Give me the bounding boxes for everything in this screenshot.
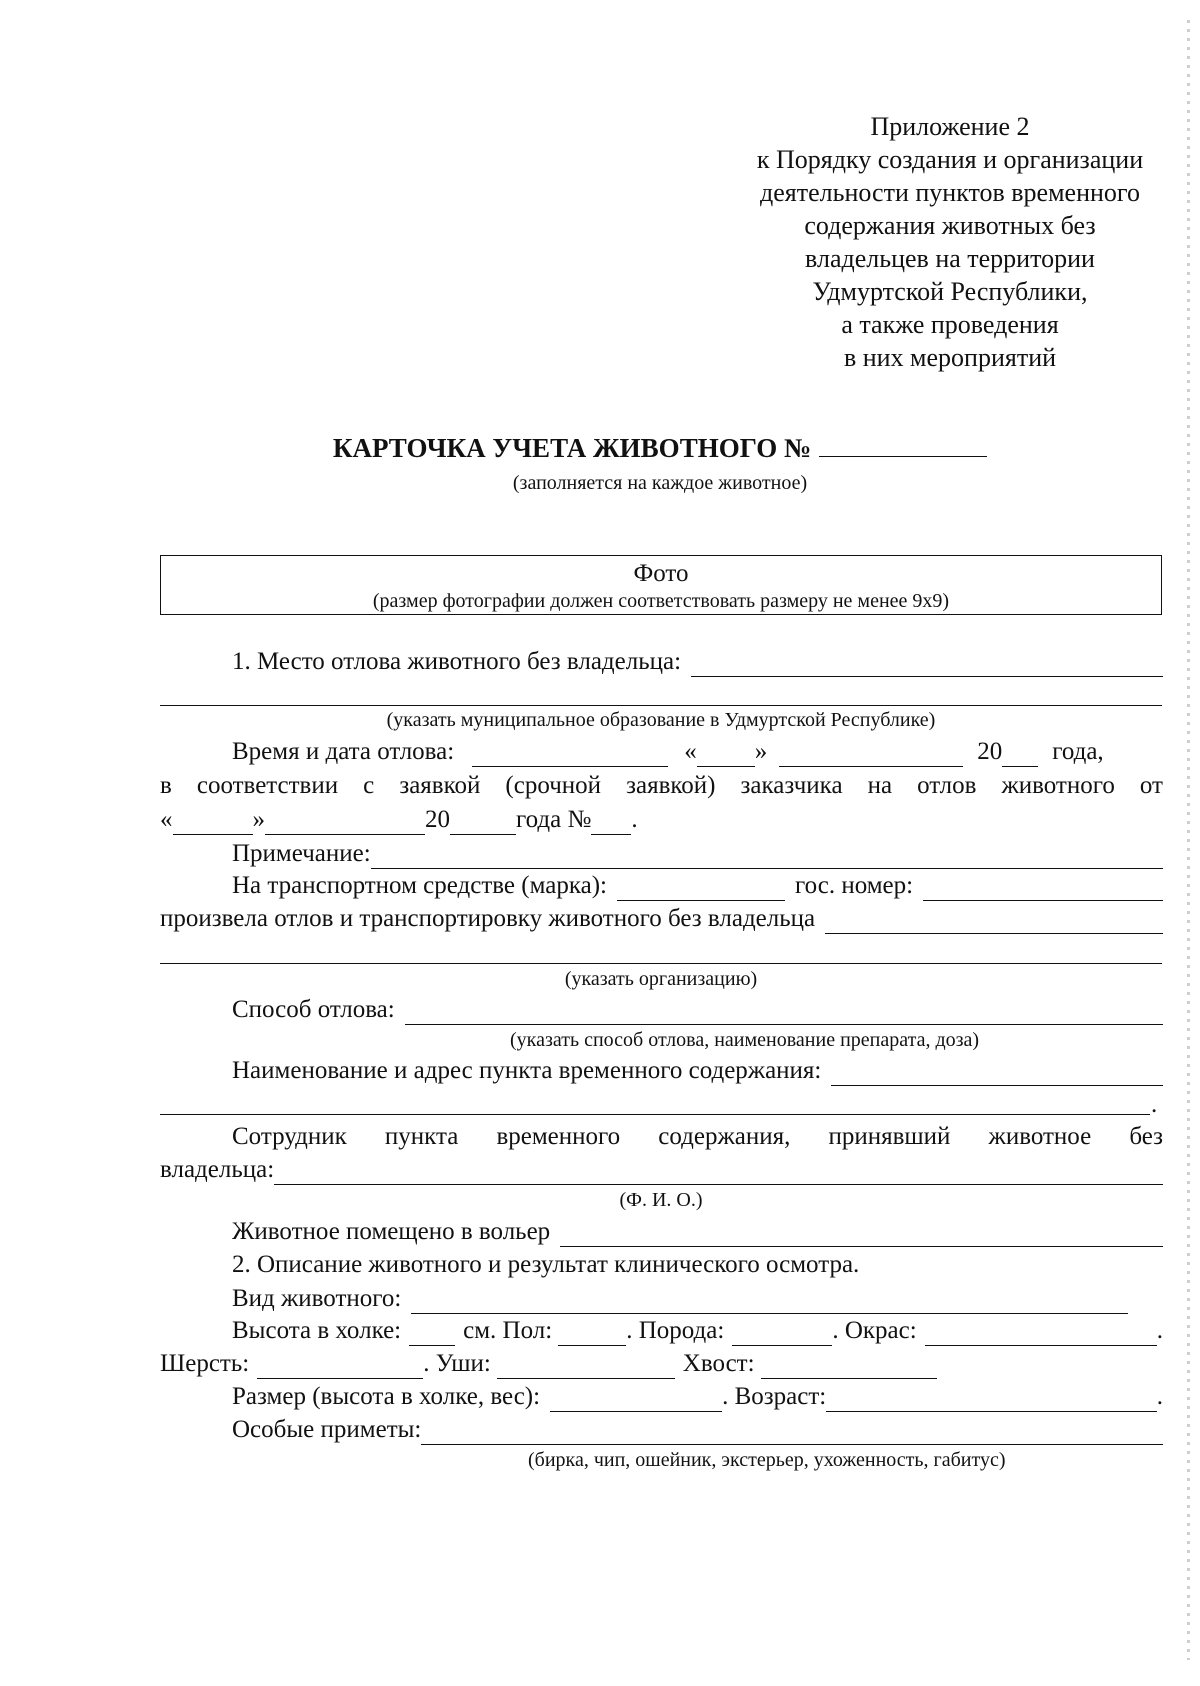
time-field[interactable] (472, 745, 668, 767)
capture-place-label: 1. Место отлова животного без владельца: (232, 648, 682, 675)
tail-label: Хвост: (682, 1350, 755, 1377)
appendix-line: владельцев на территории (805, 244, 1095, 273)
species-field[interactable] (411, 1292, 1128, 1314)
employee-text: Сотрудник пункта временного содержания, принявший животное без (232, 1123, 1163, 1150)
card-subtitle: (заполняется на каждое животное) (512, 472, 808, 494)
method-field[interactable] (405, 1003, 1163, 1025)
fur-field[interactable] (257, 1357, 423, 1379)
species-row (232, 1284, 1128, 1314)
facility-field[interactable] (831, 1064, 1163, 1086)
year-field[interactable] (1002, 745, 1038, 767)
plate-field[interactable] (923, 879, 1163, 901)
enclosure-label: Животное помещено в вольер (232, 1218, 551, 1245)
method-hint: (указать способ отлова, наименование препарата, доза) (510, 1029, 980, 1051)
size-field[interactable] (550, 1390, 722, 1412)
fio-hint: (Ф. И. О.) (619, 1189, 703, 1211)
request-year-suffix: года № (516, 806, 592, 833)
photo-note: (размер фотографии должен соответствовать размеру не менее 9х9) (372, 590, 950, 612)
quote-open: « (684, 738, 697, 765)
appendix-line: содержания животных без (804, 211, 1096, 240)
section2-heading: 2. Описание животного и результат клинического осмотра. (232, 1251, 860, 1278)
marks-hint: (бирка, чип, ошейник, экстерьер, ухоженность, габитус) (528, 1449, 1006, 1471)
color-dot: . (1156, 1317, 1163, 1344)
cm-sex-label: см. Пол: (463, 1317, 553, 1344)
plate-label: гос. номер: (794, 872, 914, 899)
section2-row (232, 1250, 1163, 1280)
marks-label: Особые приметы: (232, 1416, 422, 1443)
request-year-field[interactable] (450, 813, 516, 835)
note-row (232, 839, 1163, 869)
breed-field[interactable] (732, 1324, 832, 1346)
capture-place-field[interactable] (691, 655, 1163, 677)
request-text: в соответствии с заявкой (срочной заявкой) заказчика на отлов животного от (160, 772, 1163, 799)
size-row (232, 1382, 1163, 1412)
photo-box[interactable] (160, 555, 1162, 615)
day-field[interactable] (697, 745, 755, 767)
note-label: Примечание: (232, 840, 371, 867)
appendix-line: в них мероприятий (843, 343, 1057, 372)
height-row (232, 1316, 1163, 1346)
method-label: Способ отлова: (232, 996, 395, 1023)
request-number-field[interactable] (591, 813, 631, 835)
performed-label: произвела отлов и транспортировку животного без владельца (160, 905, 816, 932)
method-row (232, 995, 1163, 1025)
vehicle-row (232, 871, 1163, 901)
request-month-field[interactable] (265, 813, 425, 835)
request-day-field[interactable] (173, 813, 253, 835)
organization-hint: (указать организацию) (564, 968, 758, 990)
species-label: Вид животного: (232, 1285, 402, 1312)
request-row (160, 771, 1163, 801)
marks-row (232, 1415, 1163, 1445)
facility-field-line2[interactable] (160, 1114, 1150, 1115)
capture-place-hint: (указать муниципальное образование в Удмуртской Республике) (386, 709, 936, 731)
card-title-text: КАРТОЧКА УЧЕТА ЖИВОТНОГО № (332, 433, 812, 463)
card-number-field[interactable] (819, 455, 987, 457)
breed-label: . Порода: (626, 1317, 725, 1344)
facility-label: Наименование и адрес пункта временного содержания: (232, 1057, 822, 1084)
facility-row (232, 1056, 1163, 1086)
time-date-label: Время и дата отлова: (232, 738, 455, 765)
color-field[interactable] (925, 1324, 1157, 1346)
age-dot: . (1156, 1383, 1163, 1410)
vehicle-brand-field[interactable] (617, 879, 785, 901)
organization-field-line2[interactable] (160, 963, 1162, 964)
fur-row (160, 1349, 960, 1379)
capture-place-field-line2[interactable] (160, 705, 1162, 706)
size-label: Размер (высота в холке, вес): (232, 1383, 541, 1410)
color-label: . Окрас: (832, 1317, 917, 1344)
capture-place-row (232, 647, 1163, 677)
employee-label: владельца: (160, 1156, 275, 1183)
note-field[interactable] (371, 847, 1163, 869)
time-date-row (232, 737, 1163, 767)
quote-open: « (160, 806, 173, 833)
request-dot: . (631, 806, 638, 833)
appendix-line: Приложение 2 (870, 112, 1030, 141)
marks-field[interactable] (421, 1423, 1163, 1445)
performed-row (160, 904, 1163, 934)
organization-field[interactable] (825, 912, 1163, 934)
year-prefix: 20 (977, 738, 1003, 765)
sex-field[interactable] (558, 1324, 626, 1346)
height-label: Высота в холке: (232, 1317, 402, 1344)
quote-close: » (754, 738, 768, 765)
appendix-line: Удмуртской Республики, (812, 277, 1088, 306)
age-label: . Возраст: (722, 1383, 827, 1410)
quote-close: » (252, 806, 265, 833)
employee-name-row (160, 1155, 1163, 1185)
month-field[interactable] (779, 745, 963, 767)
card-title (160, 433, 1160, 464)
photo-label: Фото (633, 560, 689, 587)
age-field[interactable] (826, 1390, 1157, 1412)
appendix-line: деятельности пунктов временного (760, 178, 1140, 207)
fur-label: Шерсть: (160, 1350, 250, 1377)
tail-field[interactable] (761, 1357, 937, 1379)
year-suffix: года, (1052, 738, 1104, 765)
vehicle-label: На транспортном средстве (марка): (232, 872, 607, 899)
ears-label: . Уши: (423, 1350, 491, 1377)
appendix-header (720, 110, 1180, 374)
request-year-prefix: 20 (425, 806, 450, 833)
ears-field[interactable] (497, 1357, 675, 1379)
employee-row (232, 1122, 1163, 1152)
appendix-line: а также проведения (841, 310, 1059, 339)
facility-dot: . (1151, 1091, 1158, 1118)
height-field[interactable] (409, 1324, 455, 1346)
employee-name-field[interactable] (274, 1163, 1163, 1185)
appendix-line: к Порядку создания и организации (756, 145, 1144, 174)
request-date-row (160, 805, 760, 835)
enclosure-field[interactable] (560, 1225, 1163, 1247)
scan-edge-artifact (1187, 20, 1190, 1660)
enclosure-row (232, 1217, 1163, 1247)
